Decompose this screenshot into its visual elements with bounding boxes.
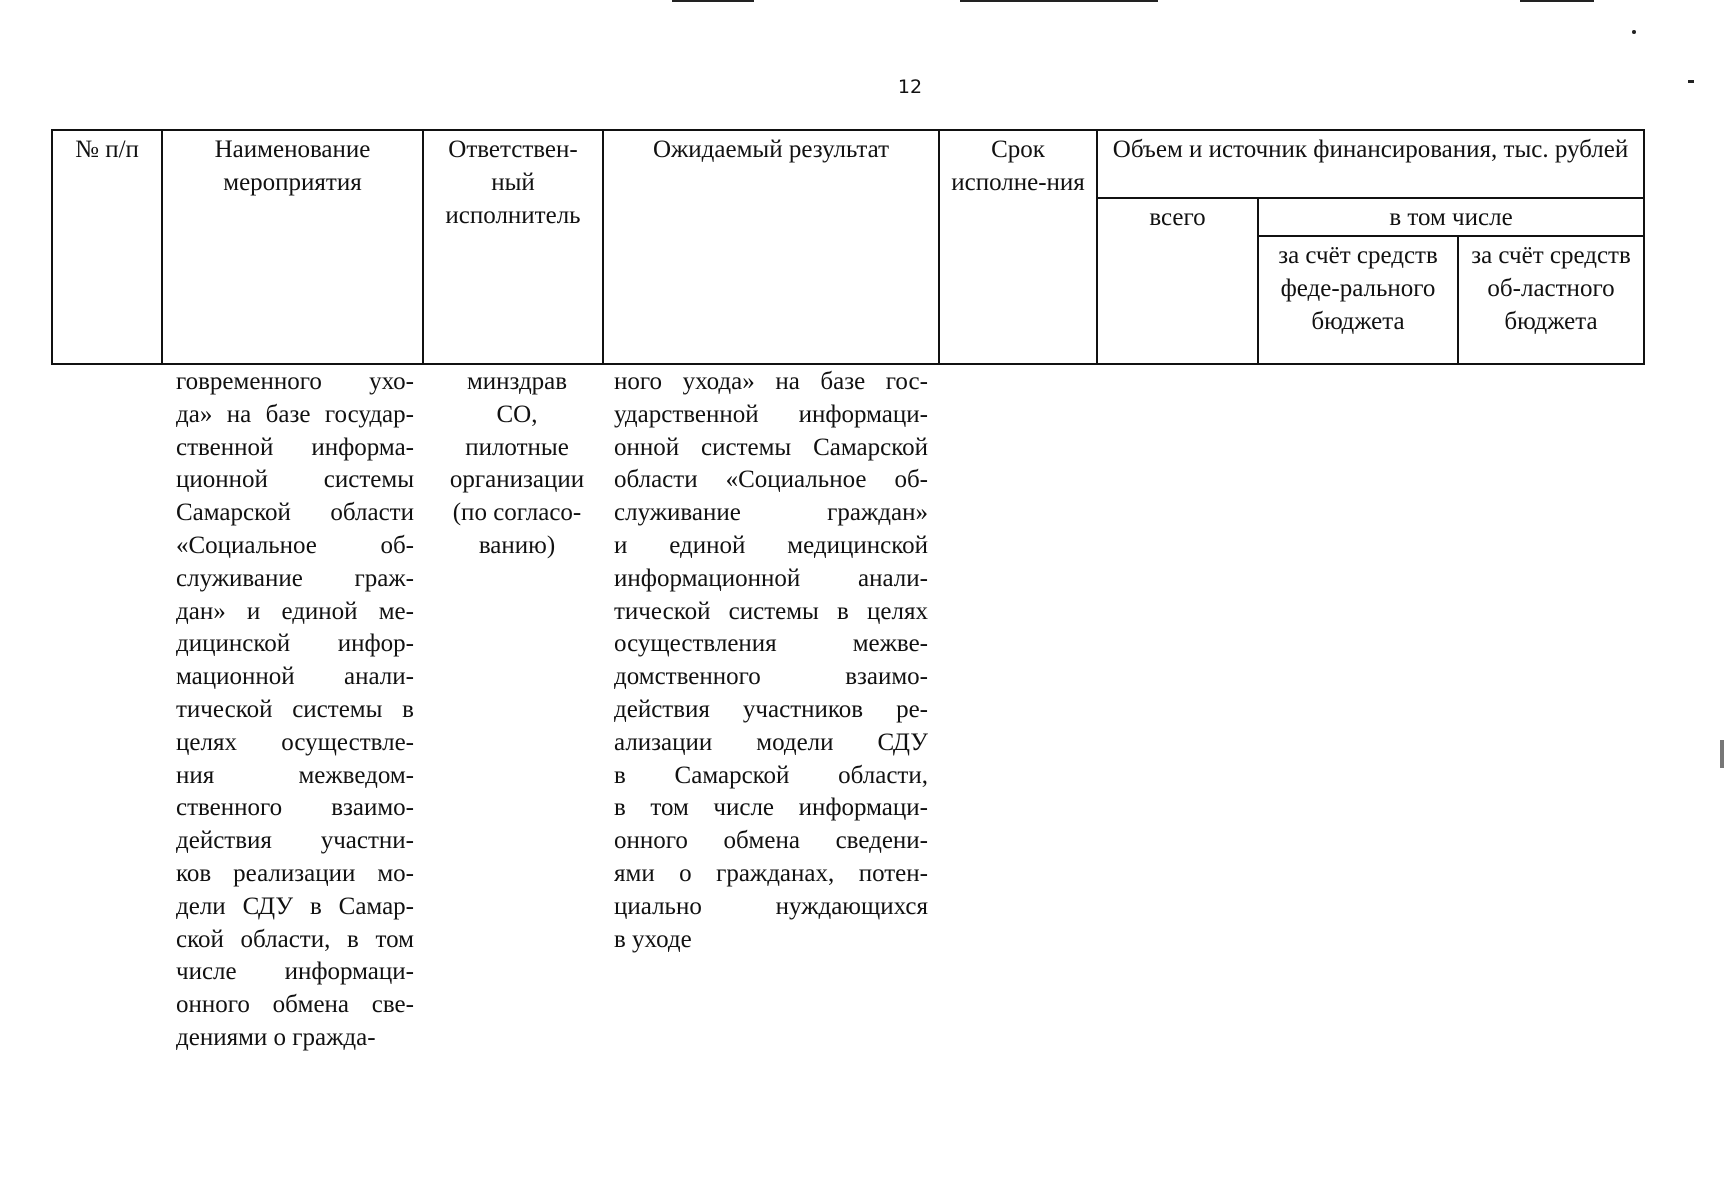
text-line: и единой медицинской [614, 531, 928, 559]
text-line: онного обмена све- [176, 991, 414, 1019]
text-line: ственной информа- [176, 433, 414, 461]
header-cell-including: в том числе [1258, 198, 1644, 236]
text-line: числе информаци- [176, 958, 414, 986]
row-event-name [176, 366, 414, 1055]
text-line: служивание граждан» [614, 499, 928, 527]
text-line: ния межведом- [176, 761, 414, 789]
text-line: осуществления межве- [614, 630, 928, 658]
header-cell-regional: за счёт средств об-ластного бюджета [1458, 236, 1644, 364]
text-line: ями о гражданах, потен- [614, 859, 928, 887]
scan-artifact-line [1520, 0, 1594, 2]
text-line: информационной анали- [614, 564, 928, 592]
text-line: домственного взаимо- [614, 663, 928, 691]
text-line: ков реализации мо- [176, 859, 414, 887]
scan-artifact-dot [1632, 30, 1636, 34]
text-line: целях осуществле- [176, 728, 414, 756]
header-cell-responsible: Ответствен-ный исполнитель [423, 130, 603, 364]
text-line: говременного ухо- [176, 368, 414, 395]
text-line: действия участни- [176, 827, 414, 855]
text-line: мационной анали- [176, 663, 414, 691]
text-line: СО, [496, 400, 538, 428]
header-cell-deadline: Срок исполне-ния [939, 130, 1097, 364]
text-line: ционной системы [176, 466, 414, 494]
scan-artifact-edge [1720, 740, 1724, 768]
text-line: служивание граж- [176, 564, 414, 592]
text-line: минздрав [466, 368, 568, 395]
text-line: онного обмена сведени- [614, 827, 928, 855]
header-cell-federal: за счёт средств феде-рального бюджета [1258, 236, 1458, 364]
header-cell-financing: Объем и источник финансирования, тыс. рублей [1097, 130, 1644, 198]
row-responsible [430, 366, 604, 563]
text-line: циально нуждающихся [614, 892, 928, 920]
text-line: «Социальное об- [176, 531, 414, 559]
text-line: дан» и единой ме- [176, 597, 414, 625]
text-line: пилотные [465, 433, 569, 461]
text-line: ализации модели СДУ [614, 728, 928, 756]
header-cell-total: всего [1097, 198, 1258, 364]
text-line: Самарской области [176, 499, 414, 527]
text-line: в Самарской области, [614, 761, 928, 789]
header-cell-name: Наименование мероприятия [162, 130, 423, 364]
table-header [51, 129, 1645, 365]
text-line: ванию) [478, 531, 556, 559]
text-line: ударственной информаци- [614, 400, 928, 428]
text-line: действия участников ре- [614, 695, 928, 723]
text-line: дениями о гражда- [176, 1023, 376, 1051]
text-line: онной системы Самарской [614, 433, 928, 461]
text-line: дели СДУ в Самар- [176, 892, 414, 920]
text-line: в том числе информаци- [614, 794, 928, 822]
text-line: ного ухода» на базе гос- [614, 368, 928, 395]
text-line: (по согласо- [452, 499, 582, 527]
scan-artifact-line [672, 0, 754, 2]
text-line: в уходе [614, 925, 692, 953]
scan-artifact-line [960, 0, 1158, 2]
text-line: тической системы в [176, 695, 414, 723]
text-line: области «Социальное об- [614, 466, 928, 494]
text-line: да» на базе государ- [176, 400, 414, 428]
row-expected-result [614, 366, 928, 956]
text-line: тической системы в целях [614, 597, 928, 625]
header-cell-result: Ожидаемый результат [603, 130, 939, 364]
header-cell-number: № п/п [52, 130, 162, 364]
text-line: организации [449, 466, 585, 494]
text-line: ственного взаимо- [176, 794, 414, 822]
text-line: ской области, в том [176, 925, 414, 953]
text-line: дицинской инфор- [176, 630, 414, 658]
page-number: 12 [897, 76, 923, 98]
